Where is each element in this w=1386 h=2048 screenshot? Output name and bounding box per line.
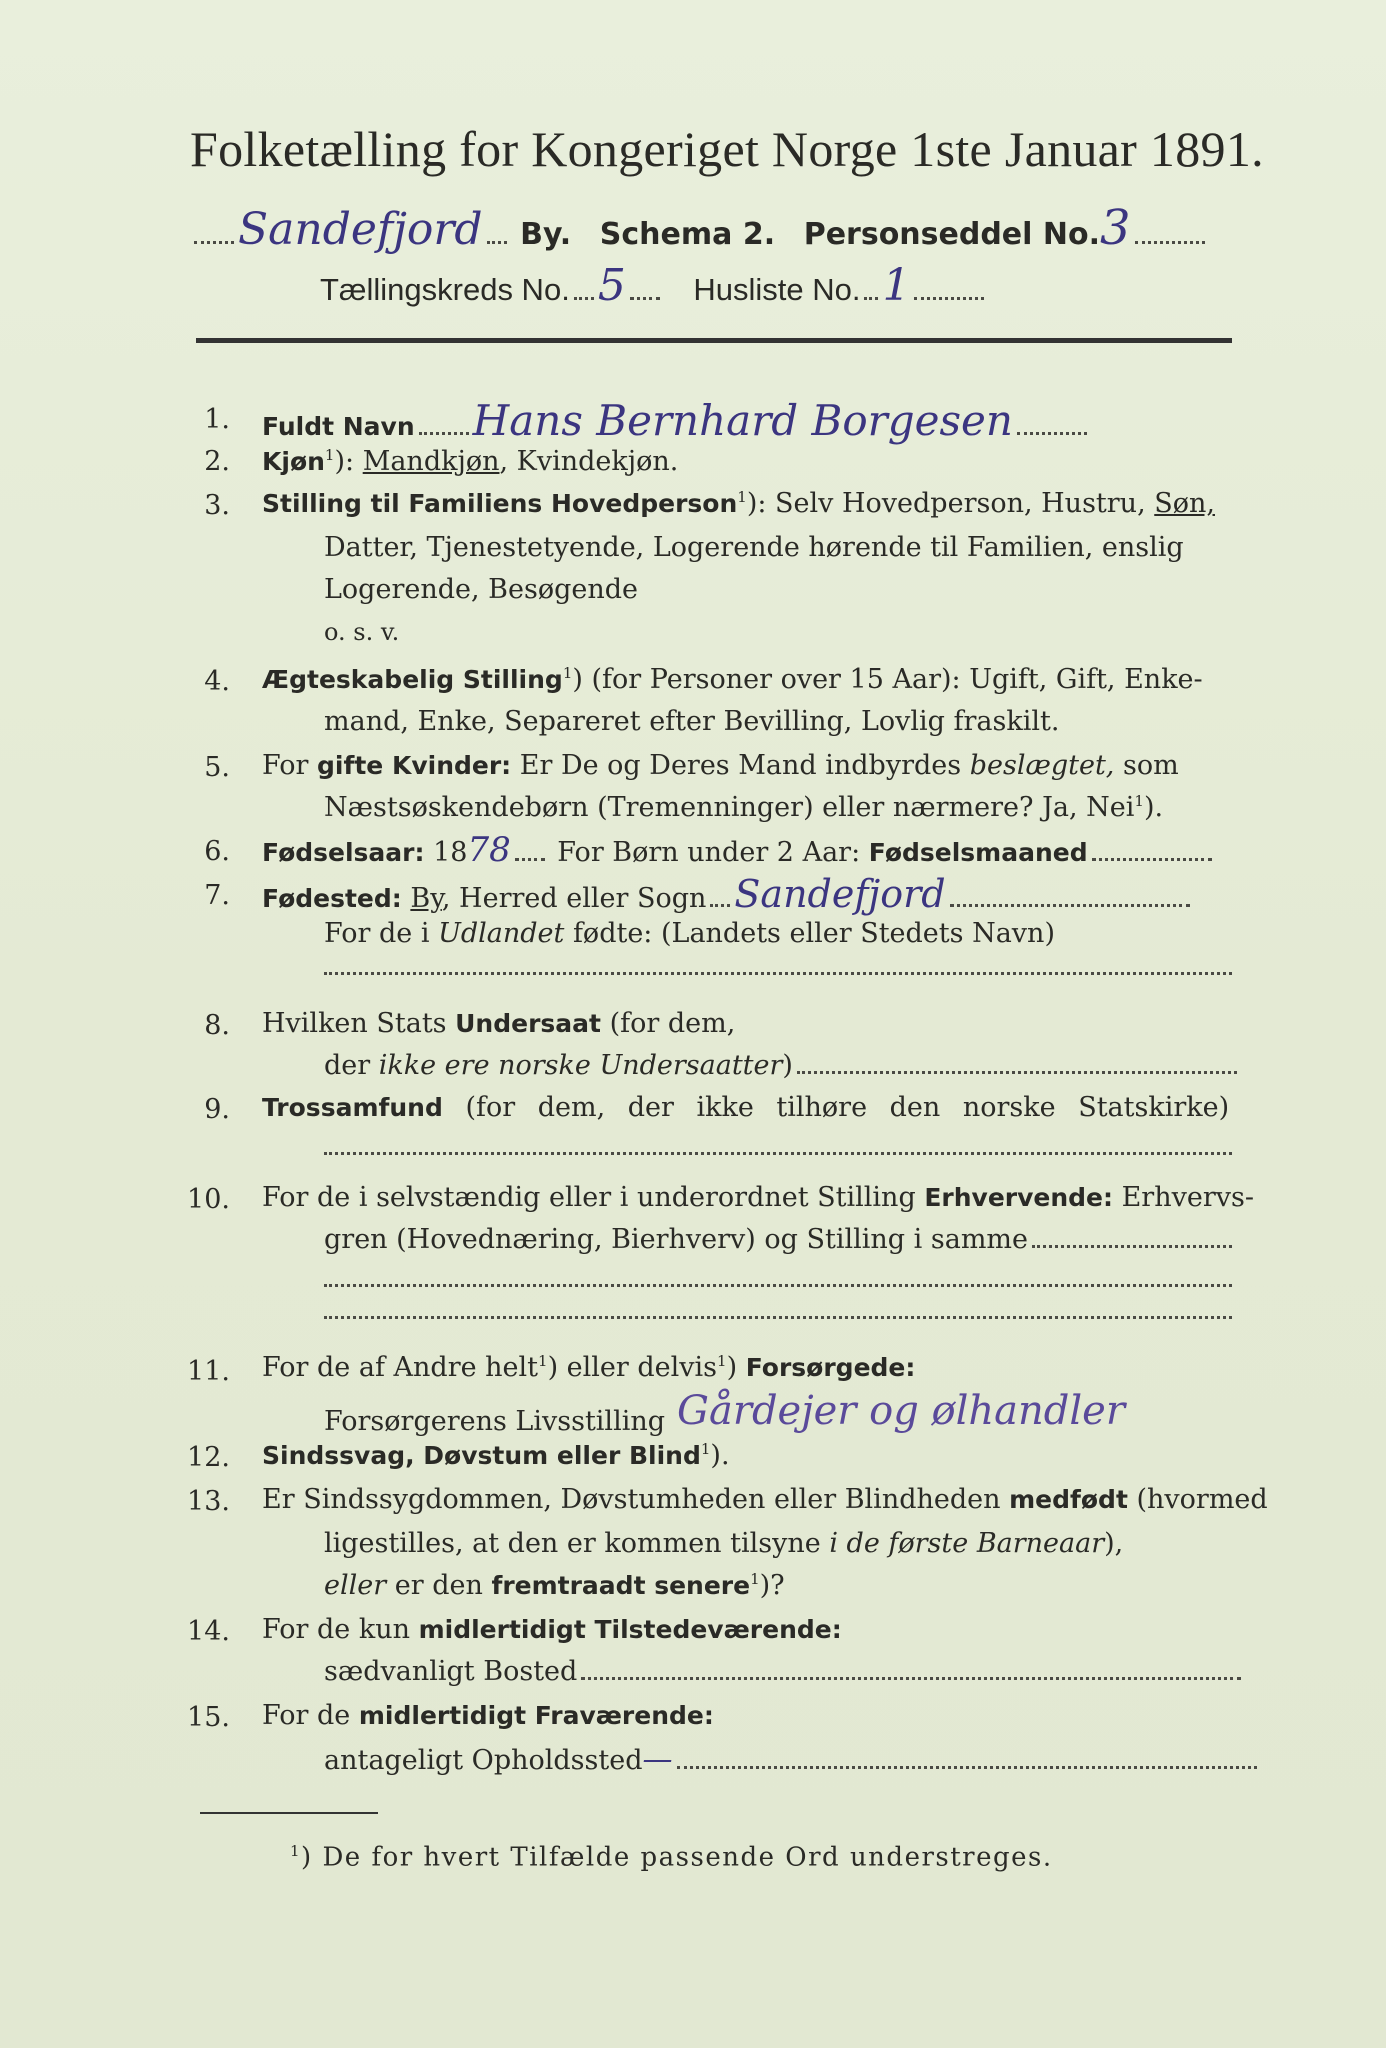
q12-sup: 1 (700, 1440, 711, 1458)
q5-beslaegtet: beslægtet, (969, 750, 1115, 781)
q15-label: midlertidigt Fraværende: (358, 1701, 714, 1730)
q11-label: Forsørgede: (745, 1353, 916, 1382)
q14-line1 (262, 1614, 842, 1645)
q5-line2 (324, 792, 1163, 823)
q4-label: Ægteskabelig Stilling (262, 665, 563, 694)
footnote-sup: 1 (290, 1842, 302, 1860)
q4-sup: 1 (562, 664, 573, 682)
q2-line (262, 446, 678, 477)
q13-number: 13. (187, 1486, 230, 1517)
q12-label: Sindssvag, Døvstum eller Blind (262, 1441, 701, 1470)
q10-l1a: For de i selvstændig eller i underordnet Stilling (262, 1182, 925, 1213)
q11-l2: Forsørgerens Livsstilling (324, 1406, 666, 1437)
husliste-label: Husliste No. (693, 272, 861, 307)
q7-line2 (324, 918, 1055, 949)
q13-label2: fremtraadt senere (491, 1571, 751, 1600)
q1-label: Fuldt Navn (262, 412, 415, 441)
q8-l1b: (for dem, (600, 1008, 736, 1039)
q14-l2: sædvanligt Bosted (324, 1656, 578, 1687)
q11-line1 (262, 1352, 915, 1383)
q12-number: 12. (187, 1442, 230, 1473)
q10-label: Erhvervende: (924, 1183, 1114, 1212)
q6-pre: 18 (424, 837, 468, 868)
q11-handwritten-occupation: Gårdejer og ølhandler (677, 1388, 1125, 1434)
q3-line4: o. s. v. (324, 618, 400, 646)
q10-line2 (324, 1224, 1236, 1255)
q13-ital: i de første Barneaar (829, 1528, 1105, 1559)
q7-udlandet: Udlandet (438, 918, 565, 949)
q10-l2: gren (Hovednæring, Bierhverv) og Stilling i samme (324, 1224, 1029, 1255)
q9-number: 9. (204, 1094, 230, 1125)
q15-pre: For de (262, 1700, 359, 1731)
q8-l2b: ) (782, 1050, 793, 1081)
q5-l1b: som (1114, 750, 1179, 781)
q2-rest: , Kvindekjøn. (499, 446, 679, 477)
footnote-text: ) De for hvert Tilfælde passende Ord understreges. (301, 1842, 1053, 1873)
q15-number: 15. (187, 1702, 230, 1733)
q13-line1 (262, 1484, 1268, 1515)
q3-sup: 1 (737, 488, 747, 506)
q7-l2a: For de i (324, 918, 439, 949)
q6-mid: For Børn under 2 Aar: (548, 837, 869, 868)
q9-blank-line (324, 1152, 1232, 1155)
q5-line1 (262, 750, 1179, 781)
q15-line1 (262, 1700, 714, 1731)
q4-line1 (262, 664, 1203, 695)
q6-handwritten-year: 78 (467, 830, 511, 870)
q3-number: 3. (204, 490, 230, 521)
q12-rest: ). (710, 1440, 730, 1471)
q10-number: 10. (187, 1184, 230, 1215)
q13-label: medfødt (1009, 1485, 1128, 1514)
q7-by-underlined: By (410, 883, 442, 914)
q15-line2 (324, 1742, 1261, 1777)
q5-l2b: ). (1143, 792, 1164, 823)
q8-l1a: Hvilken Stats (262, 1008, 456, 1039)
q5-l1: Er De og Deres Mand indbyrdes (511, 750, 970, 781)
personseddel-handwritten: 3 (1100, 200, 1131, 256)
q5-sup: 1 (1134, 792, 1144, 810)
q6-line (262, 830, 1216, 870)
q7-label: Fødested: (262, 884, 402, 913)
q5-number: 5. (204, 752, 230, 783)
q15-dash-mark: — (642, 1742, 673, 1777)
q7-handwritten-place: Sandefjord (734, 872, 946, 916)
q8-line2 (324, 1050, 1241, 1081)
q2-sup: 1 (324, 446, 335, 464)
q5-pre: For (262, 750, 318, 781)
q5-l2: Næstsøskendebørn (Tremenninger) eller nærmere? Ja, Nei (324, 792, 1135, 823)
q11-sup-1: 1 (538, 1352, 548, 1370)
q1-number: 1. (204, 404, 230, 435)
q2-label: Kjøn (262, 447, 325, 476)
q14-number: 14. (187, 1616, 230, 1647)
q14-label: midlertidigt Tilstedeværende: (418, 1615, 842, 1644)
footnote-rule (200, 1812, 378, 1814)
q3-line2: Datter, Tjenestetyende, Logerende hørende til Familien, enslig (324, 532, 1184, 563)
q3-l1: ): Selv Hovedperson, Hustru, (746, 488, 1155, 519)
q8-line1 (262, 1008, 735, 1039)
q1-handwritten-name: Hans Bernhard Borgesen (472, 396, 1013, 445)
q4-line2: mand, Enke, Separeret efter Bevilling, Lovlig fraskilt. (324, 706, 1060, 737)
q8-l2a: der (324, 1050, 379, 1081)
header-rule (196, 338, 1232, 343)
q13-line3 (324, 1570, 785, 1601)
footnote (290, 1842, 1053, 1873)
q5-label: gifte Kvinder: (317, 751, 512, 780)
q13-l3a: er den (386, 1570, 492, 1601)
q15-l2: antageligt Opholdssted (324, 1745, 643, 1776)
q2-mandkjon-underlined: Mandkjøn (362, 446, 500, 477)
kreds-label: Tællingskreds No. (320, 272, 570, 307)
q10-line1 (262, 1182, 1254, 1213)
q3-line1 (262, 488, 1215, 519)
q13-sup: 1 (750, 1570, 760, 1588)
q10-blank-line-1 (324, 1284, 1232, 1287)
by-label: By. (520, 217, 572, 252)
kreds-handwritten: 5 (597, 260, 626, 311)
q1-line (262, 396, 1091, 445)
q13-l1b: (hvormed (1127, 1484, 1268, 1515)
q9-label: Trossamfund (262, 1093, 443, 1122)
q13-l2b: ), (1104, 1528, 1124, 1559)
q13-eller: eller (324, 1570, 387, 1601)
q2-number: 2. (204, 446, 230, 477)
q4-l1: ) (for Personer over 15 Aar): Ugift, Gift, Enke- (572, 664, 1203, 695)
q13-l2a: ligestilles, at den er kommen tilsyne (324, 1528, 830, 1559)
q11-l1c: ) (726, 1352, 746, 1383)
q9-line (262, 1092, 1229, 1123)
q11-l1b: ) eller delvis (547, 1352, 718, 1383)
q13-line2 (324, 1528, 1123, 1559)
husliste-handwritten: 1 (882, 260, 911, 311)
q3-line3: Logerende, Besøgende (324, 574, 638, 605)
form-title: Folketælling for Kongeriget Norge 1ste Januar 1891. (190, 121, 1264, 177)
q14-line2 (324, 1656, 1245, 1687)
q10-l1b: Erhvervs- (1113, 1182, 1254, 1213)
q3-son-underlined: Søn, (1154, 488, 1215, 519)
q2-a: ): (334, 446, 363, 477)
q7-l2b: fødte: (Landets eller Stedets Navn) (564, 918, 1055, 949)
q6-label: Fødselsaar: (262, 838, 425, 867)
q14-pre: For de kun (262, 1614, 419, 1645)
schema-label: Schema 2. (599, 217, 776, 252)
q7-blank-line (324, 972, 1232, 975)
q9-rest: (for dem, der ikke tilhøre den norske Statskirke) (442, 1092, 1230, 1123)
q10-blank-line-2 (324, 1316, 1232, 1319)
q7-line1 (262, 872, 1194, 916)
q11-number: 11. (187, 1356, 230, 1387)
q6-number: 6. (204, 836, 230, 867)
q11-l1a: For de af Andre helt (262, 1352, 539, 1383)
q7-rest: , Herred eller Sogn (441, 883, 707, 914)
q6-label2: Fødselsmaaned (868, 838, 1088, 867)
personseddel-label: Personseddel No. (803, 217, 1100, 252)
q8-label: Undersaat (455, 1009, 601, 1038)
city-handwritten: Sandefjord (238, 204, 483, 255)
q8-ital: ikke ere norske Undersaatter (378, 1050, 783, 1081)
q4-number: 4. (204, 666, 230, 697)
header-line-kreds (320, 260, 988, 311)
q11-line2 (324, 1388, 1125, 1437)
header-line-by (190, 200, 1209, 256)
q11-sup-2: 1 (717, 1352, 727, 1370)
q13-l3b: )? (759, 1570, 785, 1601)
q8-number: 8. (204, 1010, 230, 1041)
q13-l1a: Er Sindssygdommen, Døvstumheden eller Blindheden (262, 1484, 1010, 1515)
q12-line (262, 1440, 730, 1471)
q7-number: 7. (204, 880, 230, 911)
q3-label: Stilling til Familiens Hovedperson (262, 489, 738, 518)
